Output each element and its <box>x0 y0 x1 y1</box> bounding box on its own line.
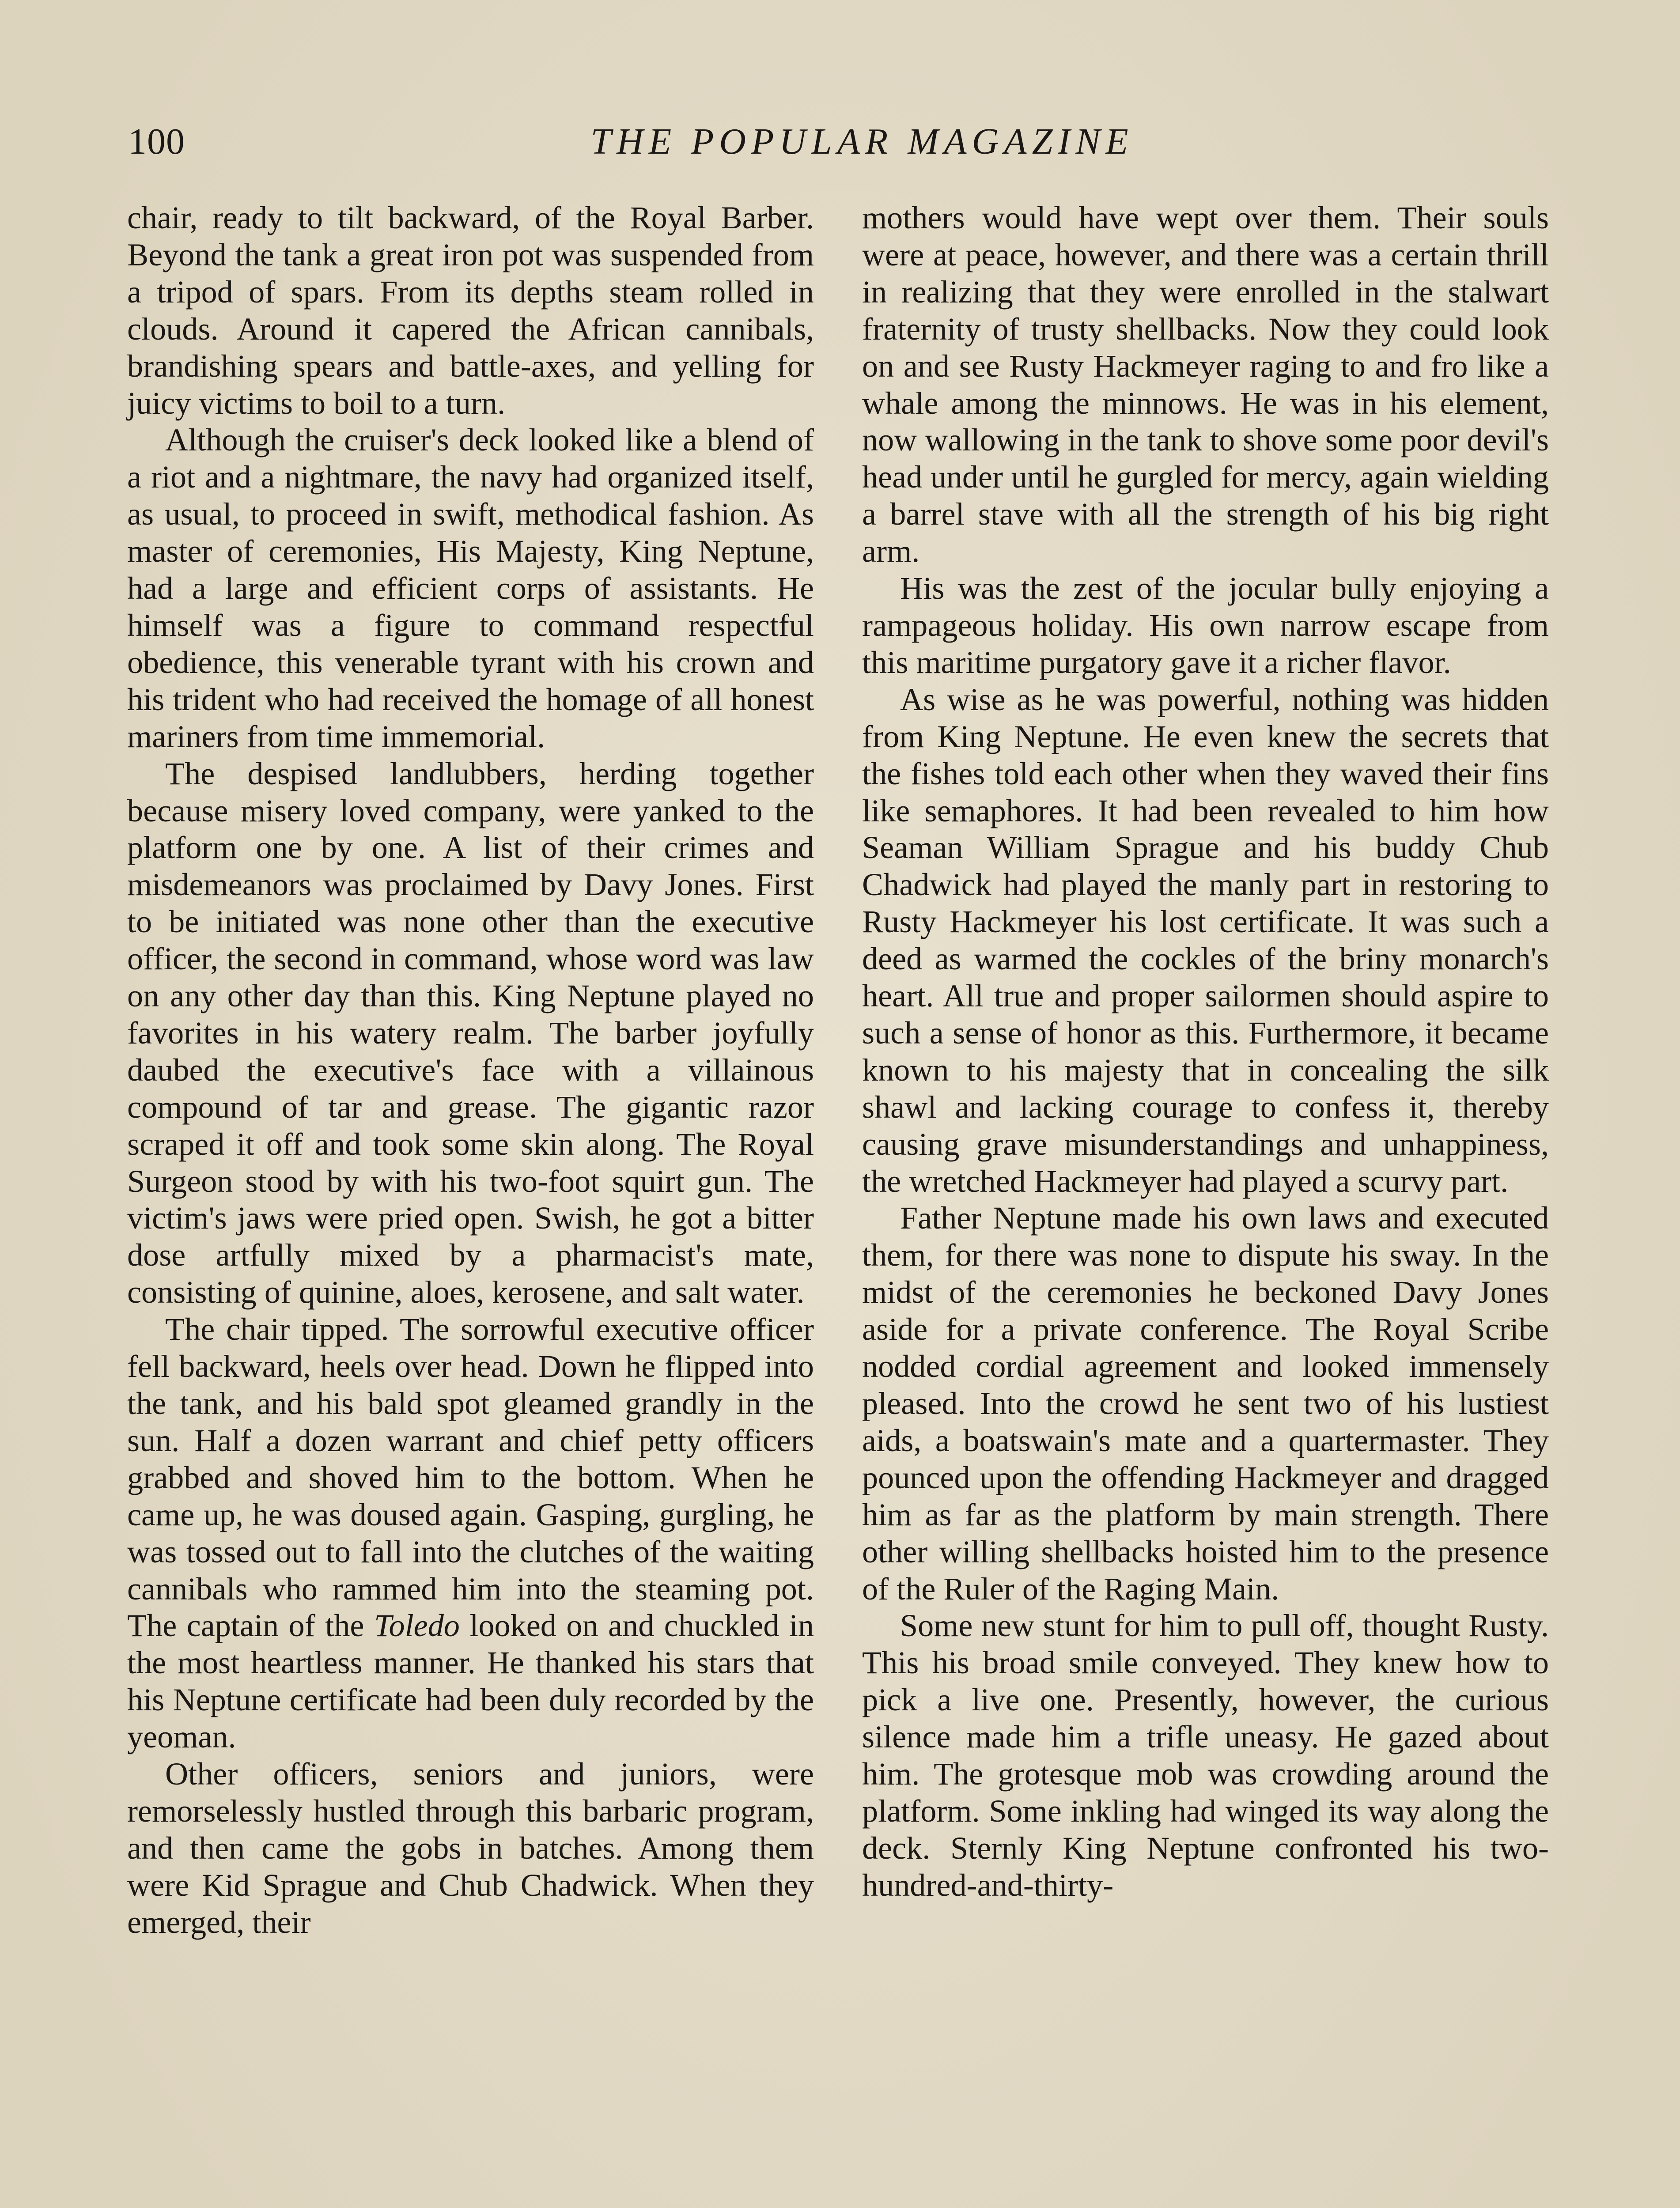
running-title: THE POPULAR MAGAZINE <box>590 121 1134 162</box>
paragraph: Other officers, seniors and juniors, were remorselessly hustled through this barbaric program, and then came the gobs in batches. Among them were Kid Sprague and Chub Chadwick. When they emerged, their <box>127 1756 814 1940</box>
ship-name: Toledo <box>374 1608 460 1644</box>
paragraph: Although the cruiser's deck looked like a blend of a riot and a nightmare, the navy had organized itself, as usual, to proceed in swift, methodical fashion. As master of ceremonies, His Majesty, King Neptune, had a large and efficient corps of assistants. He himself was a figure to command respectful obedience, this venerable tyrant with his crown and his trident who had received the homage of all honest mariners from time immemorial. <box>127 422 814 754</box>
paragraph: The despised landlubbers, herding together because misery loved company, were yanked to the platform one by one. A list of their crimes and misdemeanors was proclaimed by Davy Jones. First to be initiated was none other than the executive officer, the second in command, whose word was law on any other day than this. King Neptune played no favorites in his watery realm. The barber joyfully daubed the executive's face with a villainous compound of tar and grease. The gigantic razor scraped it off and took some skin along. The Royal Surgeon stood by with his two-foot squirt gun. The victim's jaws were pried open. Swish, he got a bitter dose artfully mixed by a pharmacist's mate, consisting of quinine, aloes, kerosene, and salt water. <box>127 756 814 1310</box>
paragraph: mothers would have wept over them. Their souls were at peace, however, and there was a certain thrill in realizing that they were enrolled in the stalwart fraternity of trusty shellbacks. Now they could look on and see Rusty Hackmeyer raging to and fro like a whale among the minnows. He was in his element, now wallowing in the tank to shove some poor devil's head under until he gurgled for mercy, again wielding a barrel stave with all the strength of his big right arm. <box>862 200 1549 569</box>
paragraph: His was the zest of the jocular bully enjoying a rampageous holiday. His own narrow escape from this maritime purgatory gave it a richer flavor. <box>862 571 1549 680</box>
paragraph-text: The chair tipped. The sorrowful executive officer fell backward, heels over head. Down he flipped into the tank, and his bald spot gleamed grandly in the sun. Half a dozen warrant and chief petty officers grabbed and shoved him to the bottom. When he came up, he was doused again. Gasping, gurgling, he was tossed out to fall into the clutches of the waiting cannibals who rammed him into the steaming pot. The captain of the <box>127 1312 814 1644</box>
paragraph-text: looked on and chuckled in the most heartless manner. He thanked his stars that his Neptune certificate had been duly recorded by the yeoman. <box>127 1608 814 1755</box>
left-column <box>127 200 814 1941</box>
paragraph: Father Neptune made his own laws and executed them, for there was none to dispute his sway. In the midst of the ceremonies he beckoned Davy Jones aside for a private conference. The Royal Scribe nodded cordial agreement and looked immensely pleased. Into the crowd he sent two of his lustiest aids, a boatswain's mate and a quartermaster. They pounced upon the offending Hackmeyer and dragged him as far as the platform by main strength. There other willing shellbacks hoisted him to the presence of the Ruler of the Raging Main. <box>862 1200 1549 1607</box>
paragraph <box>127 1311 814 1756</box>
paragraph: Some new stunt for him to pull off, thought Rusty. This his broad smile conveyed. They knew how to pick a live one. Presently, however, the curious silence made him a trifle uneasy. He gazed about him. The grotesque mob was crowding around the platform. Some inkling had winged its way along the deck. Sternly King Neptune confronted his two-hundred-and-thirty- <box>862 1608 1549 1903</box>
paragraph: chair, ready to tilt backward, of the Royal Barber. Beyond the tank a great iron pot was suspended from a tripod of spars. From its depths steam rolled in clouds. Around it capered the African cannibals, brandishing spears and battle-axes, and yelling for juicy victims to boil to a turn. <box>127 200 814 421</box>
right-column <box>862 200 1549 1904</box>
page-number: 100 <box>128 121 185 162</box>
paragraph: As wise as he was powerful, nothing was hidden from King Neptune. He even knew the secrets that the fishes told each other when they waved their fins like semaphores. It had been revealed to him how Seaman William Sprague and his buddy Chub Chadwick had played the manly part in restoring to Rusty Hackmeyer his lost certificate. It was such a deed as warmed the cockles of the briny monarch's heart. All true and proper sailormen should aspire to such a sense of honor as this. Furthermore, it became known to his majesty that in concealing the silk shawl and lacking courage to confess it, thereby causing grave misunderstandings and unhappiness, the wretched Hackmeyer had played a scurvy part. <box>862 681 1549 1199</box>
page-header <box>128 116 1596 178</box>
